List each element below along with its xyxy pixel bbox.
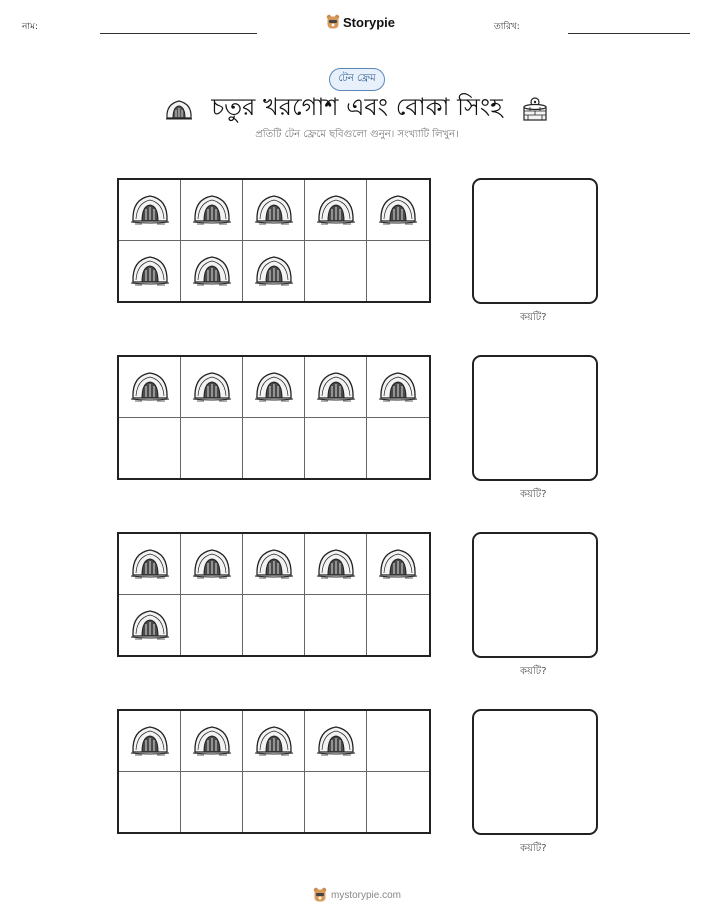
- cave-icon: [316, 191, 356, 229]
- cave-icon: [130, 722, 170, 760]
- frame-cell: [367, 595, 429, 656]
- cave-icon: [316, 368, 356, 406]
- frame-cell: [243, 180, 305, 241]
- frame-cell: [305, 241, 367, 302]
- cave-icon: [378, 545, 418, 583]
- title-row: [0, 89, 714, 129]
- date-label: তারিখ:: [494, 22, 520, 32]
- frame-cell: [367, 418, 429, 479]
- frame-cell: [243, 357, 305, 418]
- bear-mascot-icon: [326, 14, 340, 30]
- answer-prompt: কয়টি?: [520, 312, 547, 323]
- cave-icon: [192, 545, 232, 583]
- frame-cell: [243, 711, 305, 772]
- cave-icon: [254, 368, 294, 406]
- worksheet-type-badge: টেন ফ্রেম: [329, 68, 384, 91]
- ten-frame: [117, 355, 431, 480]
- cave-icon: [130, 252, 170, 290]
- frame-cell: [305, 418, 367, 479]
- frame-cell: [305, 711, 367, 772]
- cave-icon: [192, 722, 232, 760]
- frame-cell: [119, 534, 181, 595]
- frame-cell: [367, 711, 429, 772]
- page-title: চতুর খরগোশ এবং বোকা সিংহ: [211, 93, 503, 121]
- bear-mascot-icon: [313, 887, 327, 903]
- frame-cell: [367, 180, 429, 241]
- cave-icon: [130, 606, 170, 644]
- frame-cell: [243, 772, 305, 833]
- cave-icon: [316, 722, 356, 760]
- frame-cell: [181, 418, 243, 479]
- frame-cell: [181, 772, 243, 833]
- footer: [313, 887, 401, 903]
- cave-icon: [130, 545, 170, 583]
- badge-row: [0, 68, 714, 91]
- ten-frame: [117, 532, 431, 657]
- cave-icon: [378, 191, 418, 229]
- frame-cell: [119, 772, 181, 833]
- answer-prompt: কয়টি?: [520, 489, 547, 500]
- answer-box[interactable]: [472, 178, 598, 304]
- frame-cell: [181, 534, 243, 595]
- frame-cell: [119, 711, 181, 772]
- answer-box[interactable]: [472, 355, 598, 481]
- answer-prompt: কয়টি?: [520, 843, 547, 854]
- cave-icon: [192, 191, 232, 229]
- frame-cell: [367, 357, 429, 418]
- frame-cell: [243, 241, 305, 302]
- cave-icon: [165, 98, 193, 120]
- instructions: প্রতিটি টেন ফ্রেমে ছবিগুলো গুনুন। সংখ্যাটি লিখুন।: [255, 129, 459, 140]
- frame-cell: [243, 595, 305, 656]
- brand-name: Storypie: [343, 14, 396, 30]
- cave-icon: [192, 252, 232, 290]
- name-line[interactable]: [100, 33, 257, 34]
- frame-cell: [305, 534, 367, 595]
- frame-cell: [181, 595, 243, 656]
- cave-icon: [378, 368, 418, 406]
- answer-box[interactable]: [472, 532, 598, 658]
- cave-icon: [254, 545, 294, 583]
- frame-cell: [119, 180, 181, 241]
- frame-cell: [367, 772, 429, 833]
- frame-cell: [305, 772, 367, 833]
- footer-row: [0, 887, 714, 903]
- frame-cell: [181, 357, 243, 418]
- cave-icon: [254, 191, 294, 229]
- frame-cell: [119, 418, 181, 479]
- cave-icon: [254, 722, 294, 760]
- frame-cell: [243, 534, 305, 595]
- cave-icon: [316, 545, 356, 583]
- frame-cell: [119, 357, 181, 418]
- cave-icon: [254, 252, 294, 290]
- frame-cell: [305, 357, 367, 418]
- frame-cell: [305, 595, 367, 656]
- frame-cell: [305, 180, 367, 241]
- cave-icon: [130, 368, 170, 406]
- date-line[interactable]: [568, 33, 690, 34]
- name-label: নাম:: [22, 22, 39, 32]
- frame-cell: [367, 534, 429, 595]
- subtitle-row: [0, 127, 714, 144]
- ten-frame: [117, 709, 431, 834]
- cave-icon: [192, 368, 232, 406]
- frame-cell: [119, 241, 181, 302]
- answer-box[interactable]: [472, 709, 598, 835]
- cave-icon: [130, 191, 170, 229]
- frame-cell: [119, 595, 181, 656]
- ten-frame: [117, 178, 431, 303]
- frame-cell: [181, 241, 243, 302]
- brand-logo: [326, 14, 395, 30]
- frame-cell: [367, 241, 429, 302]
- frame-cell: [181, 711, 243, 772]
- frame-cell: [243, 418, 305, 479]
- answer-prompt: কয়টি?: [520, 666, 547, 677]
- well-icon: [521, 96, 549, 122]
- footer-site: mystorypie.com: [330, 889, 401, 901]
- frame-cell: [181, 180, 243, 241]
